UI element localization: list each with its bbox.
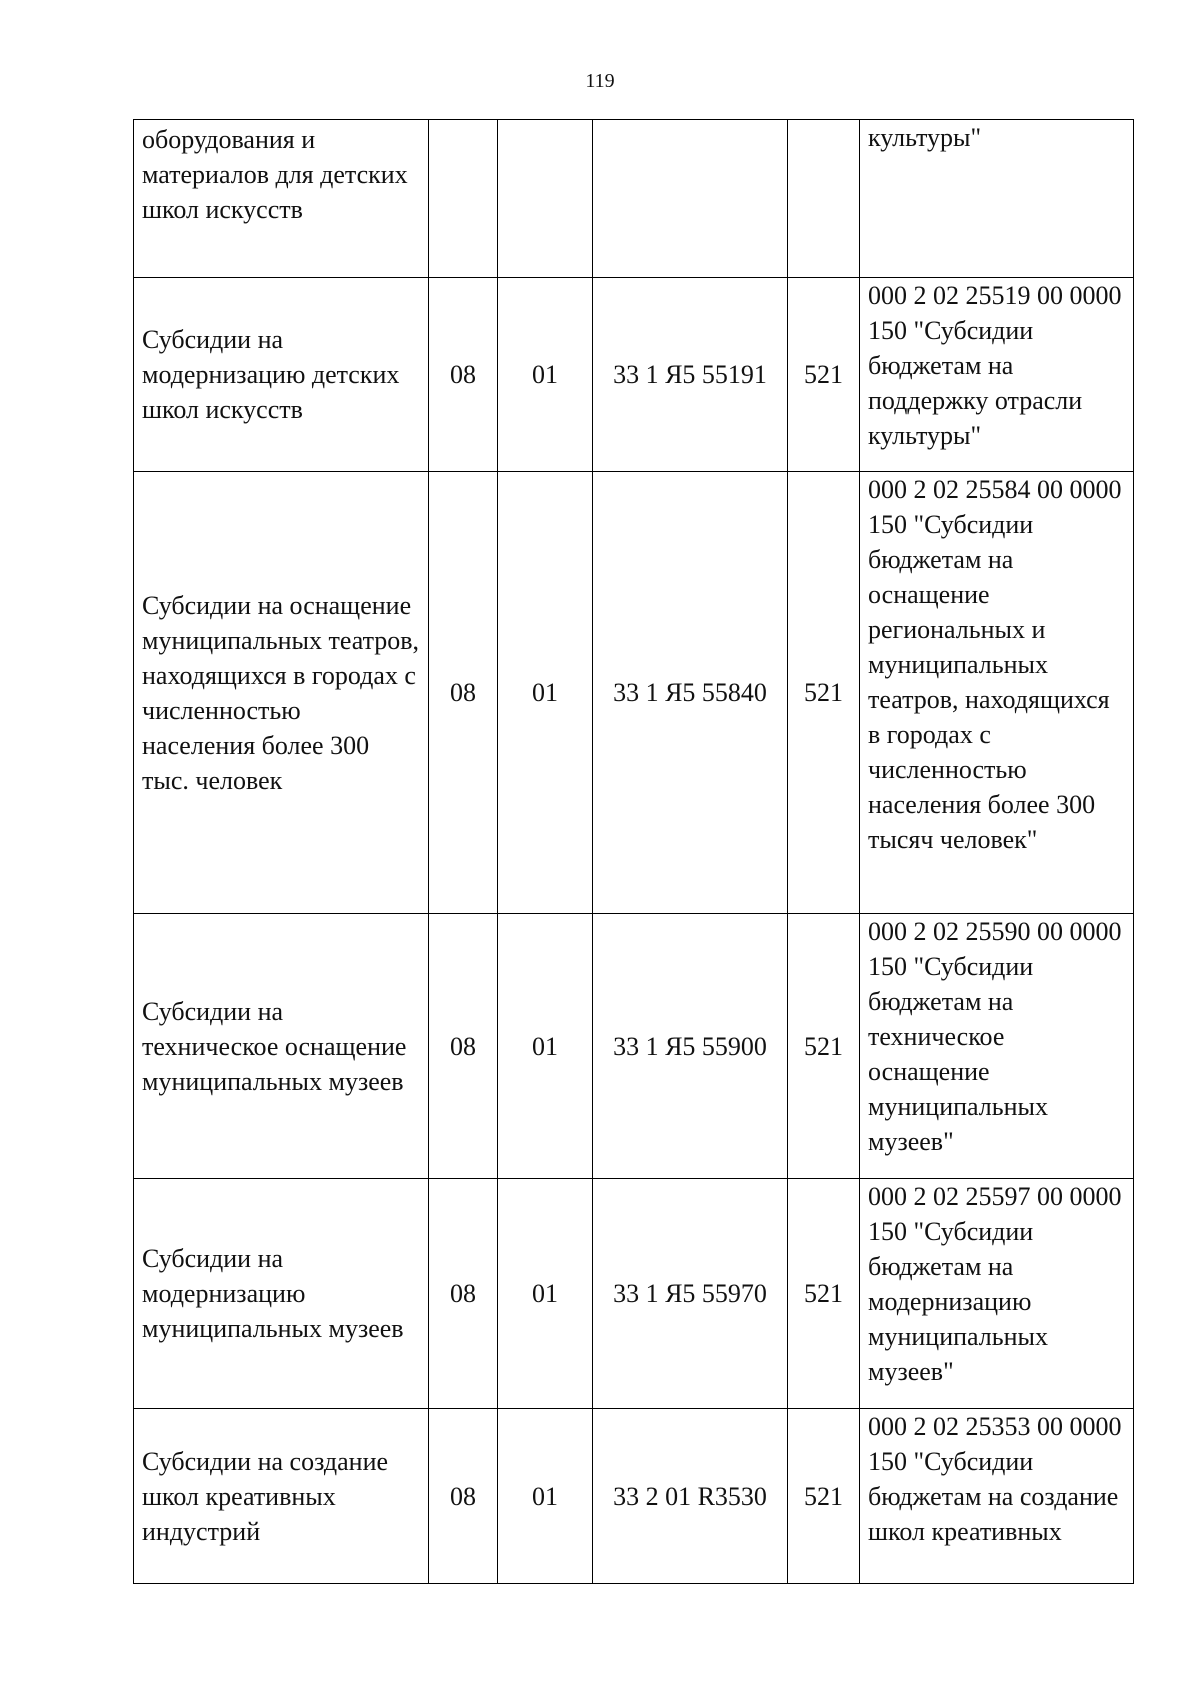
table-row	[134, 472, 1134, 914]
revenue-code-cell: культуры"	[860, 120, 1134, 278]
revenue-code-cell: 000 2 02 25590 00 0000 150 "Субсидии бюджетам на техническое оснащение муниципальных музеев"	[860, 914, 1134, 1179]
subsection-cell: 01	[498, 914, 593, 1179]
table-row	[134, 1409, 1134, 1584]
section-cell: 08	[429, 914, 498, 1179]
target-article-cell: 33 1 Я5 55900	[593, 914, 788, 1179]
table-row	[134, 120, 1134, 278]
description-cell: Субсидии на оснащение муниципальных театров, находящихся в городах с численностью населения более 300 тыс. человек	[134, 472, 429, 914]
subsection-cell	[498, 120, 593, 278]
expense-type-cell: 521	[788, 472, 860, 914]
page-number: 119	[585, 70, 615, 92]
subsection-cell: 01	[498, 1179, 593, 1409]
section-cell	[429, 120, 498, 278]
description-cell: Субсидии на модернизацию муниципальных музеев	[134, 1179, 429, 1409]
section-cell: 08	[429, 1409, 498, 1584]
table-row	[134, 278, 1134, 472]
section-cell: 08	[429, 278, 498, 472]
target-article-cell: 33 1 Я5 55970	[593, 1179, 788, 1409]
revenue-code-cell: 000 2 02 25584 00 0000 150 "Субсидии бюджетам на оснащение региональных и муниципальных театров, находящихся в городах с численностью населения более 300 тысяч человек"	[860, 472, 1134, 914]
expense-type-cell: 521	[788, 914, 860, 1179]
expense-type-cell: 521	[788, 1409, 860, 1584]
expense-type-cell: 521	[788, 278, 860, 472]
table-row	[134, 914, 1134, 1179]
description-cell: Субсидии на модернизацию детских школ искусств	[134, 278, 429, 472]
expense-type-cell: 521	[788, 1179, 860, 1409]
revenue-code-cell: 000 2 02 25597 00 0000 150 "Субсидии бюджетам на модернизацию муниципальных музеев"	[860, 1179, 1134, 1409]
table-row	[134, 1179, 1134, 1409]
target-article-cell	[593, 120, 788, 278]
revenue-code-cell: 000 2 02 25353 00 0000 150 "Субсидии бюджетам на создание школ креативных	[860, 1409, 1134, 1584]
expense-type-cell	[788, 120, 860, 278]
budget-classification-table	[133, 119, 1134, 1584]
subsection-cell: 01	[498, 472, 593, 914]
subsection-cell: 01	[498, 278, 593, 472]
target-article-cell: 33 2 01 R3530	[593, 1409, 788, 1584]
description-cell: Субсидии на создание школ креативных индустрий	[134, 1409, 429, 1584]
subsection-cell: 01	[498, 1409, 593, 1584]
target-article-cell: 33 1 Я5 55840	[593, 472, 788, 914]
target-article-cell: 33 1 Я5 55191	[593, 278, 788, 472]
section-cell: 08	[429, 472, 498, 914]
section-cell: 08	[429, 1179, 498, 1409]
description-cell: оборудования и материалов для детских школ искусств	[134, 120, 429, 278]
revenue-code-cell: 000 2 02 25519 00 0000 150 "Субсидии бюджетам на поддержку отрасли культуры"	[860, 278, 1134, 472]
description-cell: Субсидии на техническое оснащение муниципальных музеев	[134, 914, 429, 1179]
